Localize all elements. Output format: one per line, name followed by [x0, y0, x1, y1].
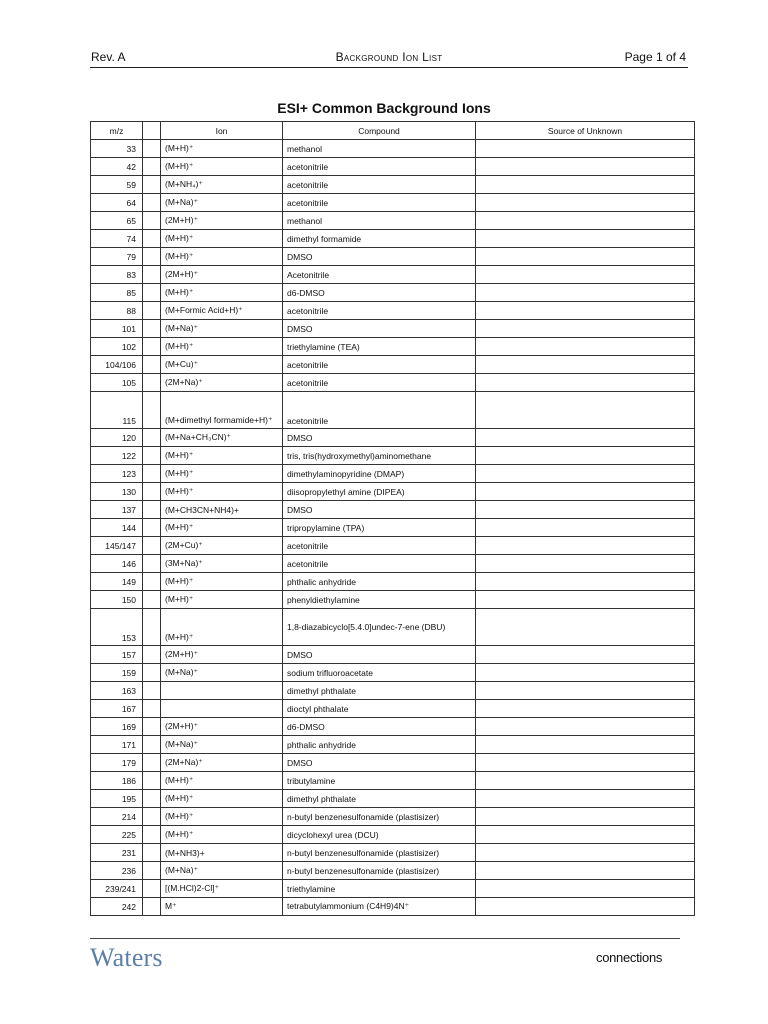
table-row — [91, 591, 695, 609]
ion-cell: (2M+H)⁺ — [161, 646, 283, 664]
blank-cell — [143, 682, 161, 700]
source-cell — [476, 591, 695, 609]
table-row — [91, 646, 695, 664]
ion-cell: (M+H)⁺ — [161, 338, 283, 356]
ion-cell: (2M+Na)⁺ — [161, 374, 283, 392]
compound-cell: acetonitrile — [283, 374, 476, 392]
mz-cell: 159 — [91, 664, 143, 682]
blank-cell — [143, 591, 161, 609]
source-cell — [476, 664, 695, 682]
mz-cell: 146 — [91, 555, 143, 573]
blank-cell — [143, 320, 161, 338]
table-row — [91, 573, 695, 591]
source-cell — [476, 736, 695, 754]
ion-cell: (M+H)⁺ — [161, 483, 283, 501]
table-row — [91, 862, 695, 880]
compound-cell: DMSO — [283, 320, 476, 338]
mz-cell: 236 — [91, 862, 143, 880]
table-row — [91, 374, 695, 392]
blank-cell — [143, 609, 161, 646]
table-row — [91, 284, 695, 302]
ion-cell: (M+dimethyl formamide+H)⁺ — [161, 392, 283, 429]
mz-cell: 65 — [91, 212, 143, 230]
mz-cell: 169 — [91, 718, 143, 736]
compound-cell: dimethyl formamide — [283, 230, 476, 248]
blank-cell — [143, 718, 161, 736]
mz-cell: 59 — [91, 176, 143, 194]
ion-cell: [(M.HCl)2-Cl]⁺ — [161, 880, 283, 898]
ion-cell — [161, 682, 283, 700]
source-cell — [476, 338, 695, 356]
source-cell — [476, 266, 695, 284]
compound-cell: phthalic anhydride — [283, 736, 476, 754]
source-cell — [476, 754, 695, 772]
source-cell — [476, 140, 695, 158]
blank-cell — [143, 483, 161, 501]
compound-cell: phthalic anhydride — [283, 573, 476, 591]
source-cell — [476, 772, 695, 790]
compound-cell: dimethyl phthalate — [283, 790, 476, 808]
blank-cell — [143, 772, 161, 790]
source-cell — [476, 447, 695, 465]
column-header-mz: m/z — [91, 122, 143, 140]
source-cell — [476, 356, 695, 374]
ion-cell: (2M+H)⁺ — [161, 718, 283, 736]
mz-cell: 83 — [91, 266, 143, 284]
mz-cell: 225 — [91, 826, 143, 844]
table-row — [91, 880, 695, 898]
table-row — [91, 230, 695, 248]
mz-cell: 122 — [91, 447, 143, 465]
mz-cell: 149 — [91, 573, 143, 591]
blank-cell — [143, 826, 161, 844]
mz-cell: 120 — [91, 429, 143, 447]
compound-cell: DMSO — [283, 501, 476, 519]
compound-cell: dicyclohexyl urea (DCU) — [283, 826, 476, 844]
blank-cell — [143, 573, 161, 591]
mz-cell: 157 — [91, 646, 143, 664]
ion-cell: (M+H)⁺ — [161, 230, 283, 248]
waters-logo: Waters — [90, 943, 163, 972]
source-cell — [476, 573, 695, 591]
compound-cell: acetonitrile — [283, 356, 476, 374]
source-cell — [476, 718, 695, 736]
column-header-source: Source of Unknown — [476, 122, 695, 140]
mz-cell: 150 — [91, 591, 143, 609]
ion-cell: (M+H)⁺ — [161, 447, 283, 465]
source-cell — [476, 501, 695, 519]
table-row — [91, 772, 695, 790]
mz-cell: 145/147 — [91, 537, 143, 555]
blank-cell — [143, 898, 161, 916]
compound-cell: dioctyl phthalate — [283, 700, 476, 718]
source-cell — [476, 682, 695, 700]
table-row — [91, 176, 695, 194]
table-row — [91, 356, 695, 374]
mz-cell: 123 — [91, 465, 143, 483]
column-header-ion: Ion — [161, 122, 283, 140]
compound-cell: sodium trifluoroacetate — [283, 664, 476, 682]
ion-cell: (M+NH3)+ — [161, 844, 283, 862]
compound-cell: acetonitrile — [283, 176, 476, 194]
table-row — [91, 320, 695, 338]
compound-cell: acetonitrile — [283, 537, 476, 555]
mz-cell: 64 — [91, 194, 143, 212]
table-row — [91, 736, 695, 754]
document-title: Background Ion List — [335, 50, 443, 64]
source-cell — [476, 862, 695, 880]
ion-cell: (M+Na)⁺ — [161, 664, 283, 682]
ion-cell — [161, 700, 283, 718]
table-row — [91, 158, 695, 176]
compound-cell: DMSO — [283, 429, 476, 447]
mz-cell: 130 — [91, 483, 143, 501]
compound-cell: phenyldiethylamine — [283, 591, 476, 609]
compound-cell: tetrabutylammonium (C4H9)4N⁺ — [283, 898, 476, 916]
table-row — [91, 519, 695, 537]
table-row — [91, 555, 695, 573]
ion-cell: (M+H)⁺ — [161, 284, 283, 302]
source-cell — [476, 808, 695, 826]
header-divider — [90, 67, 688, 68]
ion-cell: (M+Cu)⁺ — [161, 356, 283, 374]
source-cell — [476, 374, 695, 392]
mz-cell: 239/241 — [91, 880, 143, 898]
column-header-blank — [143, 122, 161, 140]
table-row — [91, 718, 695, 736]
compound-cell: triethylamine (TEA) — [283, 338, 476, 356]
ion-cell: M⁺ — [161, 898, 283, 916]
table-row — [91, 844, 695, 862]
ion-cell: (M+H)⁺ — [161, 140, 283, 158]
blank-cell — [143, 880, 161, 898]
mz-cell: 179 — [91, 754, 143, 772]
blank-cell — [143, 392, 161, 429]
table-row — [91, 501, 695, 519]
blank-cell — [143, 212, 161, 230]
blank-cell — [143, 664, 161, 682]
blank-cell — [143, 176, 161, 194]
blank-cell — [143, 194, 161, 212]
source-cell — [476, 194, 695, 212]
table-row — [91, 700, 695, 718]
source-cell — [476, 230, 695, 248]
compound-cell: tributylamine — [283, 772, 476, 790]
blank-cell — [143, 230, 161, 248]
compound-cell: DMSO — [283, 754, 476, 772]
mz-cell: 33 — [91, 140, 143, 158]
background-ion-table — [90, 121, 695, 916]
compound-cell: acetonitrile — [283, 302, 476, 320]
blank-cell — [143, 754, 161, 772]
mz-cell: 88 — [91, 302, 143, 320]
blank-cell — [143, 519, 161, 537]
source-cell — [476, 392, 695, 429]
compound-cell: DMSO — [283, 248, 476, 266]
blank-cell — [143, 140, 161, 158]
source-cell — [476, 826, 695, 844]
table-row — [91, 266, 695, 284]
table-row — [91, 212, 695, 230]
table-row — [91, 248, 695, 266]
source-cell — [476, 158, 695, 176]
compound-cell: dimethylaminopyridine (DMAP) — [283, 465, 476, 483]
table-row — [91, 682, 695, 700]
table-row — [91, 392, 695, 429]
ion-cell: (M+H)⁺ — [161, 248, 283, 266]
table-row — [91, 447, 695, 465]
mz-cell: 195 — [91, 790, 143, 808]
compound-cell: acetonitrile — [283, 392, 476, 429]
source-cell — [476, 212, 695, 230]
table-row — [91, 140, 695, 158]
column-header-compound: Compound — [283, 122, 476, 140]
table-row — [91, 465, 695, 483]
blank-cell — [143, 700, 161, 718]
mz-cell: 102 — [91, 338, 143, 356]
compound-cell: d6-DMSO — [283, 284, 476, 302]
source-cell — [476, 880, 695, 898]
mz-cell: 74 — [91, 230, 143, 248]
table-row — [91, 664, 695, 682]
blank-cell — [143, 501, 161, 519]
source-cell — [476, 519, 695, 537]
source-cell — [476, 700, 695, 718]
blank-cell — [143, 555, 161, 573]
compound-cell: Acetonitrile — [283, 266, 476, 284]
mz-cell: 105 — [91, 374, 143, 392]
ion-cell: (M+Na)⁺ — [161, 320, 283, 338]
table-title: ESI+ Common Background Ions — [277, 100, 491, 116]
source-cell — [476, 176, 695, 194]
revision-label: Rev. A — [91, 50, 126, 64]
source-cell — [476, 483, 695, 501]
mz-cell: 85 — [91, 284, 143, 302]
source-cell — [476, 609, 695, 646]
mz-cell: 104/106 — [91, 356, 143, 374]
source-cell — [476, 537, 695, 555]
table-row — [91, 338, 695, 356]
compound-cell: triethylamine — [283, 880, 476, 898]
ion-cell: (M+H)⁺ — [161, 790, 283, 808]
table-row — [91, 808, 695, 826]
table-row — [91, 483, 695, 501]
table-row — [91, 194, 695, 212]
ion-cell: (M+CH3CN+NH4)+ — [161, 501, 283, 519]
compound-cell: n-butyl benzenesulfonamide (plastisizer) — [283, 862, 476, 880]
mz-cell: 79 — [91, 248, 143, 266]
source-cell — [476, 465, 695, 483]
ion-cell: (2M+H)⁺ — [161, 266, 283, 284]
compound-cell: methanol — [283, 140, 476, 158]
compound-cell: acetonitrile — [283, 194, 476, 212]
blank-cell — [143, 736, 161, 754]
blank-cell — [143, 248, 161, 266]
mz-cell: 214 — [91, 808, 143, 826]
table-row — [91, 302, 695, 320]
table-row — [91, 609, 695, 646]
ion-cell: (M+H)⁺ — [161, 609, 283, 646]
table-row — [91, 537, 695, 555]
compound-cell: n-butyl benzenesulfonamide (plastisizer) — [283, 844, 476, 862]
table-row — [91, 429, 695, 447]
compound-cell: d6-DMSO — [283, 718, 476, 736]
table-row — [91, 754, 695, 772]
mz-cell: 171 — [91, 736, 143, 754]
mz-cell: 101 — [91, 320, 143, 338]
ion-cell: (2M+Na)⁺ — [161, 754, 283, 772]
mz-cell: 167 — [91, 700, 143, 718]
compound-cell: tripropylamine (TPA) — [283, 519, 476, 537]
compound-cell: n-butyl benzenesulfonamide (plastisizer) — [283, 808, 476, 826]
table-row — [91, 790, 695, 808]
source-cell — [476, 302, 695, 320]
mz-cell: 153 — [91, 609, 143, 646]
source-cell — [476, 248, 695, 266]
mz-cell: 242 — [91, 898, 143, 916]
compound-cell: 1,8-diazabicyclo[5.4.0]undec-7-ene (DBU) — [283, 609, 476, 646]
ion-cell: (M+Na)⁺ — [161, 736, 283, 754]
blank-cell — [143, 158, 161, 176]
blank-cell — [143, 465, 161, 483]
compound-cell: diisopropylethyl amine (DIPEA) — [283, 483, 476, 501]
compound-cell: DMSO — [283, 646, 476, 664]
blank-cell — [143, 266, 161, 284]
ion-cell: (M+Na+CH₃CN)⁺ — [161, 429, 283, 447]
source-cell — [476, 646, 695, 664]
ion-cell: (M+H)⁺ — [161, 573, 283, 591]
blank-cell — [143, 447, 161, 465]
ion-cell: (M+H)⁺ — [161, 158, 283, 176]
mz-cell: 163 — [91, 682, 143, 700]
ion-cell: (M+Na)⁺ — [161, 862, 283, 880]
ion-cell: (M+Na)⁺ — [161, 194, 283, 212]
ion-cell: (2M+H)⁺ — [161, 212, 283, 230]
ion-cell: (M+NH₄)⁺ — [161, 176, 283, 194]
source-cell — [476, 284, 695, 302]
table-body — [91, 140, 695, 916]
ion-cell: (M+H)⁺ — [161, 808, 283, 826]
source-cell — [476, 429, 695, 447]
source-cell — [476, 898, 695, 916]
compound-cell: dimethyl phthalate — [283, 682, 476, 700]
blank-cell — [143, 646, 161, 664]
ion-cell: (M+H)⁺ — [161, 591, 283, 609]
source-cell — [476, 790, 695, 808]
compound-cell: acetonitrile — [283, 158, 476, 176]
blank-cell — [143, 302, 161, 320]
blank-cell — [143, 356, 161, 374]
ion-cell: (M+H)⁺ — [161, 519, 283, 537]
source-cell — [476, 844, 695, 862]
mz-cell: 42 — [91, 158, 143, 176]
source-cell — [476, 555, 695, 573]
table-header-row — [91, 122, 695, 140]
ion-cell: (M+H)⁺ — [161, 772, 283, 790]
ion-cell: (3M+Na)⁺ — [161, 555, 283, 573]
compound-cell: acetonitrile — [283, 555, 476, 573]
blank-cell — [143, 338, 161, 356]
compound-cell: tris, tris(hydroxymethyl)aminomethane — [283, 447, 476, 465]
ion-cell: (M+Formic Acid+H)⁺ — [161, 302, 283, 320]
blank-cell — [143, 374, 161, 392]
mz-cell: 231 — [91, 844, 143, 862]
blank-cell — [143, 537, 161, 555]
mz-cell: 186 — [91, 772, 143, 790]
blank-cell — [143, 429, 161, 447]
ion-cell: (2M+Cu)⁺ — [161, 537, 283, 555]
mz-cell: 115 — [91, 392, 143, 429]
page-header — [90, 50, 688, 66]
source-cell — [476, 320, 695, 338]
page-number: Page 1 of 4 — [624, 50, 686, 64]
connections-tagline: connections — [596, 950, 663, 965]
blank-cell — [143, 808, 161, 826]
blank-cell — [143, 284, 161, 302]
ion-cell: (M+H)⁺ — [161, 826, 283, 844]
ion-cell: (M+H)⁺ — [161, 465, 283, 483]
blank-cell — [143, 844, 161, 862]
table-row — [91, 898, 695, 916]
mz-cell: 137 — [91, 501, 143, 519]
blank-cell — [143, 862, 161, 880]
compound-cell: methanol — [283, 212, 476, 230]
table-row — [91, 826, 695, 844]
footer-divider — [90, 938, 680, 939]
blank-cell — [143, 790, 161, 808]
mz-cell: 144 — [91, 519, 143, 537]
